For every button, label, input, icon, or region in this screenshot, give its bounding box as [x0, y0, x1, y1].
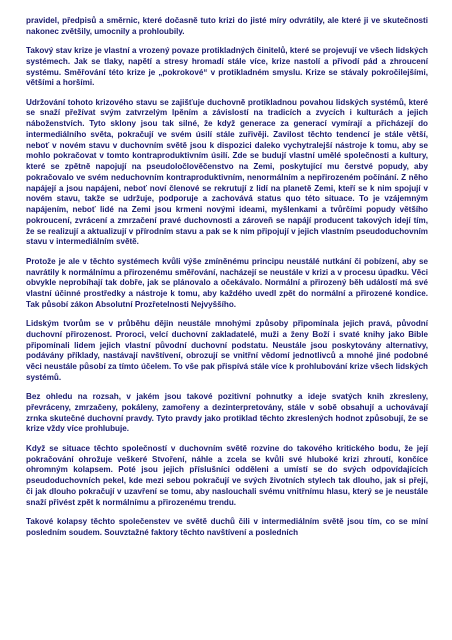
paragraph-8: Takové kolapsy těchto společenstev ve světě duchů čili v intermediálním světě jsou tím, co se míní posledním soudem. Souvztažné faktory těchto navštívení a posledních — [26, 516, 428, 537]
paragraph-2: Takový stav krize je vlastní a vrozený povaze protikladných činitelů, které se projevují ve všech lidských systémech. Jak se tlaky, napětí a stresy hromadí stále více, krize nastolí a přivodí pád a zhroucení systému. Směřování této krize je „pokrokové“ v protikladném smyslu. Krize se stávaly pokročilejšími, většími a horšími. — [26, 46, 428, 88]
paragraph-4: Protože je ale v těchto systémech kvůli výše zmíněnému principu neustálé nutkání či pobízení, aby se navrátily k normálnímu a přirozenému směřování, nacházejí se neustále v krizi a v procesu úpadku. Věci obvykle neprobíhají tak dobře, jak se plánovalo a očekávalo. Normální a přirozený běh událostí má své vlastní účinné prostředky a nástroje k tomu, aby každého uvedl zpět do normální a přirozené kondice. Tak působí zákon Absolutní Prozřetelnosti Nejvyššího. — [26, 256, 428, 309]
paragraph-5: Lidským tvorům se v průběhu dějin neustále mnohými způsoby připomínala jejich pravá, původní duchovní přirozenost. Proroci, velcí duchovní zakladatelé, muži a ženy Boží i svaté knihy jako Bible připomínali lidem jejich vlastní původní duchovní podstatu. Neustále jsou poskytovány alternativy, podávány příklady, nastávají navštívení, obrozují se vnitřní vědomí jednotlivců a mnohé jiné podobné věci neustále působí za tímto účelem. To vše pak přispívá stále více k prohlubování krize všech lidských systémů. — [26, 319, 428, 382]
paragraph-1: pravidel, předpisů a směrnic, které dočasně tuto krizi do jisté míry odvrátily, ale které ji ve skutečnosti nakonec zvětšily, umocnily a prohloubily. — [26, 16, 428, 36]
paragraph-3: Udržování tohoto krizového stavu se zajišťuje duchovně protikladnou povahou lidských systémů, které se snaží přežívat svým zatvrzelým lpěním a závislostí na tradicích a zvycích i kulturách a jejich náboženstvích. Tyto sklony jsou tak silné, že když generace za generací vymírají a přicházejí do intermediálního světa, pokračují ve svém úsilí stále zuřivěji. Zavilost těchto tendencí je stále větší, neboť v novém stavu v duchovním světě jsou k dispozici daleko vychytralejší nástroje k tomu, aby se mohlo pokračovat v tomto kontraproduktivním úsilí. Zde se budují vlastní umělé společnosti a kultury, které se zpětně napojují na pseudoločlověčenstvo na Zemi, poskytující mu čerstvé popudy, aby pokračovalo ve svém neduchovním kontraproduktivním, nenormálním a nepřirozeném počínání. Z něho napájejí a jsou napájeni, neboť noví členové se rekrutují z lidí na planetě Zemi, kteří se k nim spojují v novém stavu, takže se udržuje, podporuje a zachovává status quo této situace. To je vzájemným napájením, neboť lidé na Zemi jsou krmeni novými ideami, myšlenkami a tvůrčími popudy většího pokroucení, zvrácení a zmrzačení pravé duchovnosti a zároveň se napájí producent takových idejí tím, že se realizují a aktualizují v přírodním stavu a pak se k nim připojují v jejich vlastním pseudoduchovním stavu v intermediálním světě. — [26, 97, 428, 247]
paragraph-6: Bez ohledu na rozsah, v jakém jsou takové pozitivní pohnutky a ideje svatých knih zkresleny, převráceny, zmrzačeny, pokáleny, zamořeny a dezinterpretovány, stále v sobě obsahují a uchovávají zrnka skutečné duchovní pravdy. Tyto pravdy jako protiklad těchto zkreslených hodnot způsobují, že se krize vždy více prohlubuje. — [26, 392, 428, 434]
paragraph-7: Když se situace těchto společností v duchovním světě rozvine do takového kritického bodu, že její pokračování ohrožuje veškeré Stvoření, náhle a zcela se kvůli své hluboké krizi zhroutí, končíce ohromným kolapsem. Poté jsou jejich příslušníci odděleni a umístí se do svých odpovídajících pseudoduchovních pekel, kde mezi sebou pokračují ve svých životních stylech tak dlouho, jak si přejí, či jak dlouho pokračují v uzavření se tomu, aby naslouchali svému vnitřnímu hlasu, který se je neustále snaží přivést zpět k normálnímu a přirozenému trendu. — [26, 443, 428, 507]
